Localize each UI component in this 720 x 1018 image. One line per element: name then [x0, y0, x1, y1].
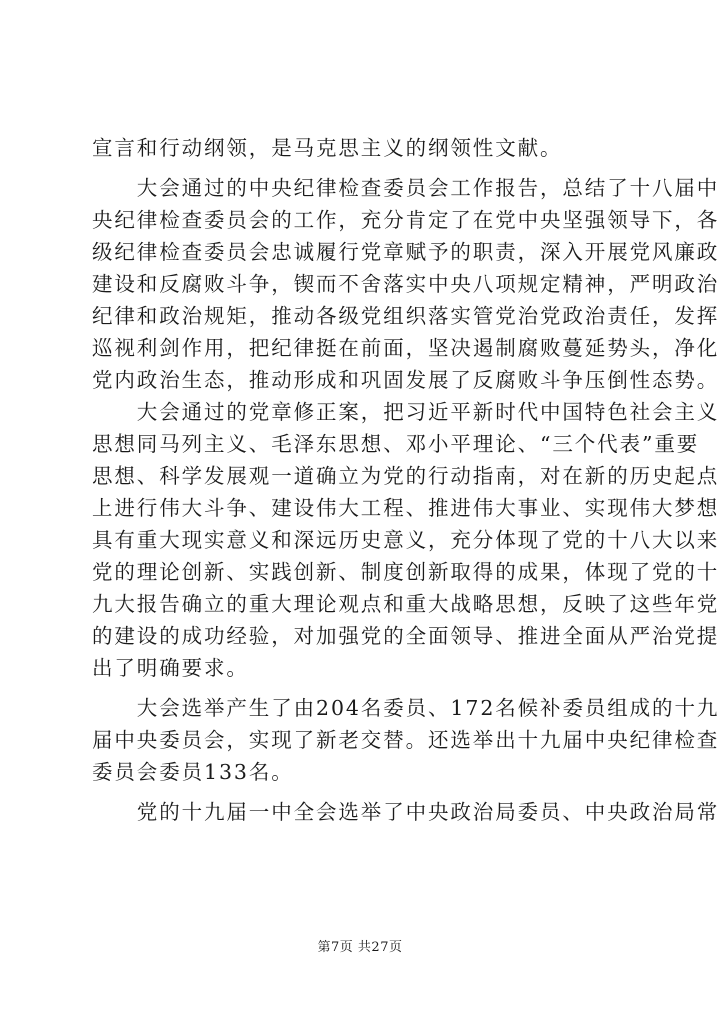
text-line: 巡视利剑作用，把纪律挺在前面，坚决遏制腐败蔓延势头，净化 — [92, 336, 720, 360]
text-line: 思想、科学发展观一道确立为党的行动指南，对在新的历史起点 — [92, 464, 720, 488]
text-line: 建设和反腐败斗争，锲而不舍落实中央八项规定精神，严明政治 — [92, 272, 720, 296]
text-line: 届中央委员会，实现了新老交替。还选举出十九届中央纪律检查 — [92, 728, 720, 752]
text-line: 党的十九届一中全会选举了中央政治局委员、中央政治局常 — [92, 800, 720, 824]
text-line: 级纪律检查委员会忠诚履行党章赋予的职责，深入开展党风廉政 — [92, 240, 720, 264]
text-line: 大会选举产生了由204名委员、172名候补委员组成的十九 — [92, 696, 720, 720]
text-line: 九大报告确立的重大理论观点和重大战略思想，反映了这些年党 — [92, 592, 720, 616]
text-line: 大会通过的党章修正案，把习近平新时代中国特色社会主义 — [92, 400, 720, 424]
page-number-footer: 第7页 共27页 — [317, 940, 403, 955]
text-line: 的建设的成功经验，对加强党的全面领导、推进全面从严治党提 — [92, 624, 720, 648]
text-line: 具有重大现实意义和深远历史意义，充分体现了党的十八大以来 — [92, 528, 720, 552]
text-line: 思想同马列主义、毛泽东思想、邓小平理论、“三个代表”重要 — [92, 432, 700, 456]
text-line: 宣言和行动纲领，是马克思主义的纲领性文献。 — [92, 136, 563, 160]
text-line: 纪律和政治规矩，推动各级党组织落实管党治党政治责任，发挥 — [92, 304, 720, 328]
text-line: 上进行伟大斗争、建设伟大工程、推进伟大事业、实现伟大梦想 — [92, 496, 720, 520]
text-line: 党内政治生态，推动形成和巩固发展了反腐败斗争压倒性态势。 — [92, 368, 720, 392]
text-line: 出了明确要求。 — [92, 656, 249, 680]
text-line: 央纪律检查委员会的工作，充分肯定了在党中央坚强领导下，各 — [92, 208, 720, 232]
text-line: 委员会委员133名。 — [92, 760, 294, 784]
text-line: 党的理论创新、实践创新、制度创新取得的成果，体现了党的十 — [92, 560, 720, 584]
text-line: 大会通过的中央纪律检查委员会工作报告，总结了十八届中 — [92, 176, 720, 200]
